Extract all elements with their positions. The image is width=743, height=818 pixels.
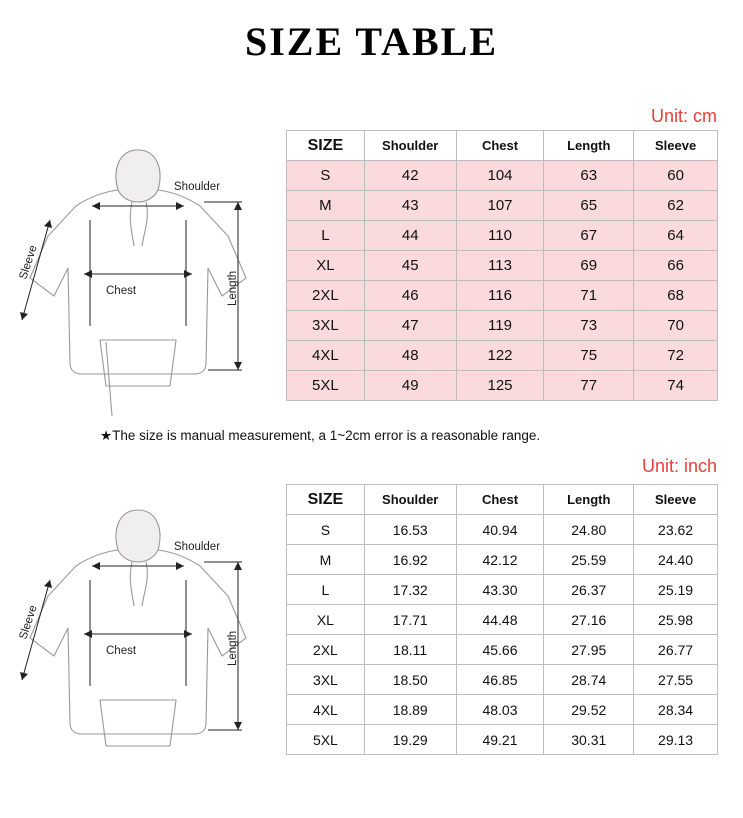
cell-chest: 104	[456, 161, 544, 191]
table-row	[287, 575, 718, 605]
table-row	[287, 191, 718, 221]
label-chest: Chest	[106, 285, 137, 297]
cell-chest: 44.48	[456, 605, 544, 635]
cell-chest: 125	[456, 371, 544, 401]
label-shoulder: Shoulder	[174, 541, 221, 553]
cell-shoulder: 45	[364, 251, 456, 281]
column-header-length: Length	[544, 131, 634, 161]
label-chest: Chest	[106, 645, 137, 657]
cell-size: L	[287, 221, 365, 251]
cell-shoulder: 17.32	[364, 575, 456, 605]
cell-sleeve: 27.55	[634, 665, 718, 695]
cell-length: 75	[544, 341, 634, 371]
cell-length: 65	[544, 191, 634, 221]
cell-size: 3XL	[287, 665, 365, 695]
table-row	[287, 635, 718, 665]
page-title: SIZE TABLE	[244, 19, 499, 64]
hoodie-diagram-cm	[8, 128, 278, 418]
cell-shoulder: 16.53	[364, 515, 456, 545]
cell-length: 73	[544, 311, 634, 341]
cell-shoulder: 18.11	[364, 635, 456, 665]
cell-sleeve: 70	[634, 311, 718, 341]
cell-sleeve: 25.19	[634, 575, 718, 605]
cell-shoulder: 17.71	[364, 605, 456, 635]
cell-length: 27.16	[544, 605, 634, 635]
cell-length: 29.52	[544, 695, 634, 725]
column-header-shoulder: Shoulder	[364, 131, 456, 161]
cell-sleeve: 64	[634, 221, 718, 251]
column-header-length: Length	[544, 485, 634, 515]
cell-size: S	[287, 161, 365, 191]
cell-shoulder: 18.50	[364, 665, 456, 695]
table-row	[287, 311, 718, 341]
cell-size: 5XL	[287, 725, 365, 755]
cell-size: 2XL	[287, 281, 365, 311]
column-header-sleeve: Sleeve	[634, 485, 718, 515]
cell-sleeve: 24.40	[634, 545, 718, 575]
cell-size: S	[287, 515, 365, 545]
cell-length: 67	[544, 221, 634, 251]
cell-chest: 42.12	[456, 545, 544, 575]
cell-chest: 116	[456, 281, 544, 311]
cell-size: 4XL	[287, 341, 365, 371]
cell-chest: 119	[456, 311, 544, 341]
cell-size: 3XL	[287, 311, 365, 341]
table-row	[287, 695, 718, 725]
cell-sleeve: 28.34	[634, 695, 718, 725]
cell-shoulder: 16.92	[364, 545, 456, 575]
cell-shoulder: 44	[364, 221, 456, 251]
cell-sleeve: 66	[634, 251, 718, 281]
cell-chest: 45.66	[456, 635, 544, 665]
cell-shoulder: 47	[364, 311, 456, 341]
table-row	[287, 371, 718, 401]
cell-shoulder: 46	[364, 281, 456, 311]
cell-size: 5XL	[287, 371, 365, 401]
cell-sleeve: 72	[634, 341, 718, 371]
unit-label-inch: Unit: inch	[641, 456, 717, 476]
cell-length: 25.59	[544, 545, 634, 575]
table-header-row	[287, 485, 718, 515]
cell-length: 71	[544, 281, 634, 311]
table-row	[287, 221, 718, 251]
cell-size: M	[287, 545, 365, 575]
table-row	[287, 665, 718, 695]
table-header-row	[287, 131, 718, 161]
cell-chest: 107	[456, 191, 544, 221]
size-table-cm	[286, 130, 718, 401]
table-row	[287, 251, 718, 281]
cell-chest: 46.85	[456, 665, 544, 695]
label-sleeve: Sleeve	[17, 243, 40, 281]
label-length: Length	[227, 630, 239, 666]
cell-sleeve: 29.13	[634, 725, 718, 755]
table-row	[287, 341, 718, 371]
cell-chest: 110	[456, 221, 544, 251]
column-header-chest: Chest	[456, 131, 544, 161]
label-sleeve: Sleeve	[17, 603, 40, 641]
table-row	[287, 515, 718, 545]
cell-length: 30.31	[544, 725, 634, 755]
table-row	[287, 725, 718, 755]
column-header-size: SIZE	[287, 131, 365, 161]
cell-length: 77	[544, 371, 634, 401]
cell-chest: 48.03	[456, 695, 544, 725]
unit-label-cm: Unit: cm	[650, 106, 717, 126]
cell-shoulder: 49	[364, 371, 456, 401]
size-table-inch	[286, 484, 718, 755]
cell-chest: 43.30	[456, 575, 544, 605]
cell-length: 26.37	[544, 575, 634, 605]
measurement-note: ★The size is manual measurement, a 1~2cm error is a reasonable range.	[100, 428, 541, 443]
cell-sleeve: 74	[634, 371, 718, 401]
cell-sleeve: 25.98	[634, 605, 718, 635]
cell-shoulder: 19.29	[364, 725, 456, 755]
cell-size: 4XL	[287, 695, 365, 725]
cell-chest: 113	[456, 251, 544, 281]
cell-chest: 40.94	[456, 515, 544, 545]
table-row	[287, 545, 718, 575]
column-header-sleeve: Sleeve	[634, 131, 718, 161]
table-row	[287, 605, 718, 635]
cell-sleeve: 23.62	[634, 515, 718, 545]
cell-length: 24.80	[544, 515, 634, 545]
cell-length: 69	[544, 251, 634, 281]
cell-sleeve: 26.77	[634, 635, 718, 665]
label-length: Length	[227, 270, 239, 306]
column-header-size: SIZE	[287, 485, 365, 515]
cell-size: XL	[287, 605, 365, 635]
cell-sleeve: 68	[634, 281, 718, 311]
cell-length: 63	[544, 161, 634, 191]
cell-size: M	[287, 191, 365, 221]
cell-size: L	[287, 575, 365, 605]
table-row	[287, 161, 718, 191]
cell-chest: 122	[456, 341, 544, 371]
cell-shoulder: 43	[364, 191, 456, 221]
cell-shoulder: 48	[364, 341, 456, 371]
cell-sleeve: 60	[634, 161, 718, 191]
cell-length: 27.95	[544, 635, 634, 665]
column-header-chest: Chest	[456, 485, 544, 515]
cell-size: 2XL	[287, 635, 365, 665]
cell-shoulder: 42	[364, 161, 456, 191]
cell-shoulder: 18.89	[364, 695, 456, 725]
cell-length: 28.74	[544, 665, 634, 695]
column-header-shoulder: Shoulder	[364, 485, 456, 515]
table-row	[287, 281, 718, 311]
cell-chest: 49.21	[456, 725, 544, 755]
cell-sleeve: 62	[634, 191, 718, 221]
hoodie-diagram-inch	[8, 488, 278, 778]
cell-size: XL	[287, 251, 365, 281]
label-shoulder: Shoulder	[174, 181, 221, 193]
